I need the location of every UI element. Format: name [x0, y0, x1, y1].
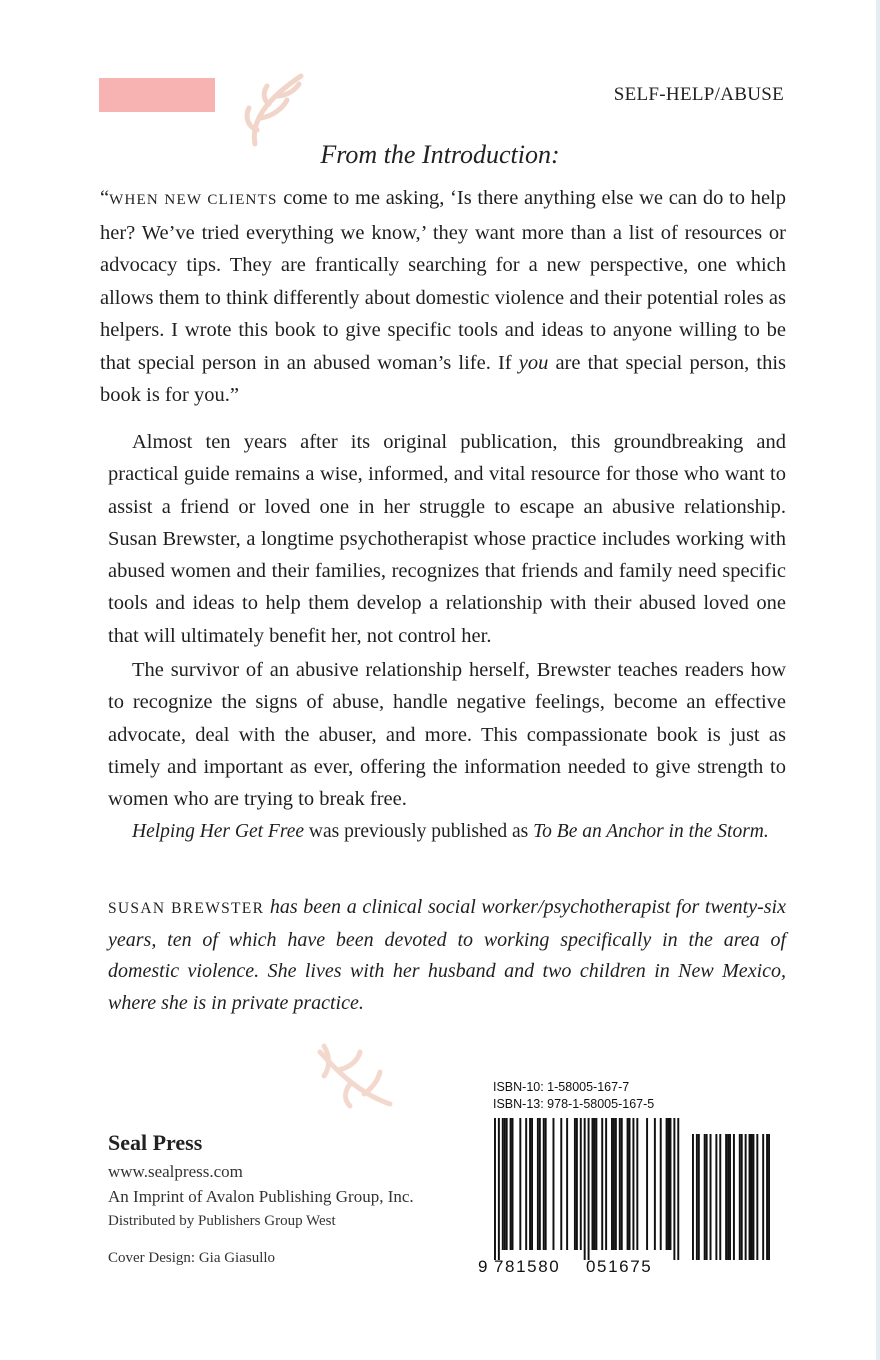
publisher-imprint: An Imprint of Avalon Publishing Group, Inc.	[108, 1187, 414, 1206]
barcode-bar	[560, 1118, 562, 1250]
barcode-addon-bar	[698, 1134, 700, 1260]
barcode-addon-bar	[766, 1134, 768, 1260]
barcode-bar	[654, 1118, 656, 1250]
barcode-addon-bar	[768, 1134, 770, 1260]
description-paragraph: The survivor of an abusive relationship herself, Brewster teaches readers how to recognize the signs of abuse, handle negative feelings, become an effective advocate, deal with the abuser, and more. This compassionate book is just as timely and important as ever, offering the information needed to give strength to women who are trying to break free.	[108, 659, 786, 811]
barcode-bar	[537, 1118, 539, 1250]
publisher-name: Seal Press	[108, 1130, 203, 1155]
barcode-addon-bar	[710, 1134, 712, 1260]
barcode-left-digits: 781580	[494, 1257, 561, 1276]
barcode-bar	[574, 1118, 576, 1250]
previous-title-note: Helping Her Get Free was previously published as To Be an Anchor in the Storm.	[132, 820, 769, 842]
intro-heading: From the Introduction:	[320, 140, 560, 169]
barcode-addon-bar	[725, 1134, 727, 1260]
barcode-bar	[666, 1118, 668, 1250]
barcode-bar	[621, 1118, 623, 1250]
barcode-addon-bar	[741, 1134, 743, 1260]
barcode-bar	[627, 1118, 629, 1250]
barcode-addon-bar	[745, 1134, 747, 1260]
isbn-10: ISBN-10: 1-58005-167-7	[493, 1080, 630, 1094]
barcode-addon-bar	[762, 1134, 764, 1260]
barcode-bar	[576, 1118, 578, 1250]
author-name: SUSAN BREWSTER	[108, 900, 265, 917]
barcode-bar	[601, 1118, 603, 1250]
barcode-addon-bar	[729, 1134, 731, 1260]
barcode-addon-bar	[715, 1134, 717, 1260]
barcode-bar	[566, 1118, 568, 1250]
barcode-bar	[668, 1118, 670, 1250]
description-paragraph: Almost ten years after its original publication, this groundbreaking and practical guide remains a wise, informed, and vital resource for those who want to assist a friend or loved one in her struggle to escape an abusive relationship. Susan Brewster, a longtime psychotherapist whose practice includes working with abused women and their families, recognizes that friends and family need specific tools and ideas to help them develop a relationship with their abused loved one that will ultimately benefit her, not control her.	[108, 431, 786, 647]
barcode-bar	[519, 1118, 521, 1250]
barcode-lead-digit: 9	[478, 1257, 488, 1276]
page-edge	[876, 0, 880, 1360]
barcode-bar	[592, 1118, 594, 1250]
barcode-addon-bar	[706, 1134, 708, 1260]
cover-design-credit: Cover Design: Gia Giasullo	[108, 1250, 276, 1266]
quote-smallcaps: WHEN NEW CLIENTS	[109, 192, 278, 208]
category-label: SELF-HELP/ABUSE	[613, 84, 784, 105]
barcode-addon-bar	[719, 1134, 721, 1260]
barcode-bar	[629, 1118, 631, 1250]
barcode-bar	[646, 1118, 648, 1250]
barcode-bar	[636, 1118, 638, 1250]
barcode-bar	[506, 1118, 508, 1250]
barcode-bar	[605, 1118, 607, 1250]
barcode-addon-bar	[751, 1134, 753, 1260]
barcode-bar	[615, 1118, 617, 1250]
barcode-addon-bar	[696, 1134, 698, 1260]
distributor: Distributed by Publishers Group West	[108, 1213, 336, 1229]
barcode-bar	[545, 1118, 547, 1250]
barcode-right-digits: 051675	[586, 1257, 653, 1276]
leaf-flourish-bottom-icon	[314, 1042, 394, 1112]
barcode-bar	[632, 1118, 634, 1250]
barcode-addon-bar	[733, 1134, 735, 1260]
barcode-bar	[670, 1118, 672, 1250]
barcode-bar	[584, 1118, 586, 1260]
barcode-bar	[619, 1118, 621, 1250]
barcode-bar	[553, 1118, 555, 1250]
barcode-bar	[531, 1118, 533, 1250]
intro-quote: “WHEN NEW CLIENTS come to me asking, ‘Is there anything else we can do to help her? We’ve tried everything we know,’ they want more than a list of resources or advocacy tips. They are frantically searching for a new perspective, one which allows them to think differently about domestic violence and their potential roles as helpers. I wrote this book to give specific tools and ideas to anyone willing to be that special person in an abused woman’s life. If you are that special person, this book is for you.”	[100, 187, 786, 406]
barcode-addon-bar	[749, 1134, 751, 1260]
barcode-bar	[611, 1118, 613, 1250]
barcode-bar	[673, 1118, 675, 1260]
barcode-addon-bar	[756, 1134, 758, 1260]
barcode-bar	[543, 1118, 545, 1250]
barcode-bar	[502, 1118, 504, 1250]
barcode-bar	[595, 1118, 597, 1250]
barcode-bar	[494, 1118, 496, 1260]
barcode-bar	[677, 1118, 679, 1260]
barcode-bar	[512, 1118, 514, 1250]
publisher-website: www.sealpress.com	[108, 1162, 243, 1181]
barcode-bar	[498, 1118, 500, 1260]
barcode-addon-bar	[727, 1134, 729, 1260]
barcode-bar	[510, 1118, 512, 1250]
barcode-bar	[525, 1118, 527, 1250]
barcode-bar	[593, 1118, 595, 1250]
pink-color-bar	[99, 78, 215, 112]
description-body	[108, 426, 786, 848]
barcode-bar	[588, 1118, 590, 1260]
barcode-bar	[580, 1118, 582, 1250]
leaf-flourish-top-icon	[243, 70, 313, 148]
author-bio: SUSAN BREWSTER has been a clinical social worker/psychotherapist for twenty-six years, ten of which have been devoted to working specifically in the area of domestic violence. She lives with her husband and two children in New Mexico, where she is in private practice.	[108, 896, 786, 1014]
barcode-bar	[539, 1118, 541, 1250]
isbn-13: ISBN-13: 978-1-58005-167-5	[493, 1097, 655, 1111]
barcode-addon-bar	[692, 1134, 694, 1260]
barcode-bar	[504, 1118, 506, 1250]
barcode-bar	[613, 1118, 615, 1250]
barcode-addon-bar	[704, 1134, 706, 1260]
barcode-addon-bar	[739, 1134, 741, 1260]
barcode-bar	[660, 1118, 662, 1250]
barcode	[476, 1118, 776, 1278]
barcode-bar	[529, 1118, 531, 1250]
barcode-addon-bar	[752, 1134, 754, 1260]
